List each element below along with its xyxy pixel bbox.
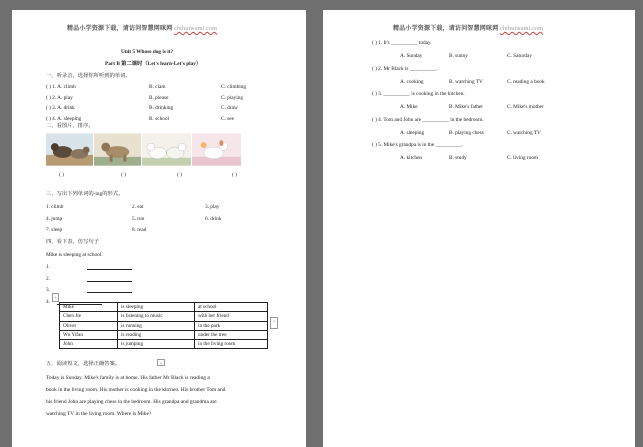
order-slot: ( ) xyxy=(121,172,126,178)
table-cell: is sleeping xyxy=(118,303,195,312)
dogs-picture-4 xyxy=(192,133,242,166)
passage-line: book in the living room. His mother is cooking in the kitchen. His brother Tom and xyxy=(46,387,226,393)
table-add-row-handle[interactable]: + xyxy=(157,359,165,366)
option-row-c: C. draw xyxy=(221,105,238,111)
option-row-c: C. see xyxy=(221,115,234,122)
answer-option: A. Mike xyxy=(400,104,418,110)
answer-option: A. kitchen xyxy=(400,155,423,161)
sentence-number: 1. xyxy=(46,264,50,270)
order-slot: ( ) xyxy=(177,172,182,178)
order-slot: ( ) xyxy=(232,172,237,178)
option-row-a: ( ) 2. A. play xyxy=(46,94,73,101)
answer-line xyxy=(87,292,132,293)
answer-option: A. Sunday xyxy=(400,53,423,59)
dogs-picture-1 xyxy=(46,133,94,166)
dogs-picture-3 xyxy=(142,133,192,166)
ing-form-item: 8. read xyxy=(132,227,147,233)
watermark-header: 精品小学资源下载，请访问智慧网咪网 chihuiwami.com xyxy=(393,26,544,32)
table-cell: Oliver xyxy=(60,321,118,330)
table-cell: in the living room xyxy=(195,340,268,349)
answer-option: A. cooking xyxy=(400,78,424,85)
table-cell: Chen Jie xyxy=(60,312,118,321)
watermark-header: 精品小学资源下载，请访问智慧网咪网 chihuiwami.com xyxy=(67,26,218,32)
order-slot: ( ) xyxy=(59,172,64,178)
table-cell: is reading xyxy=(118,330,195,339)
table-row xyxy=(60,330,268,339)
sentence-number: 2. xyxy=(46,275,50,282)
sentence-number: 3. xyxy=(46,287,50,293)
table-cell: under the tree xyxy=(195,330,268,339)
word-table xyxy=(59,302,268,349)
section-3-title: 三、写出下列单词的-ing的形式。 xyxy=(46,191,124,197)
section-2-title: 二、看图片，排序。 xyxy=(46,123,94,129)
table-cell: at school xyxy=(195,303,268,312)
picture-strip xyxy=(46,133,242,166)
ing-form-item: 6. drink xyxy=(205,215,222,222)
section-1-title: 一、听录音，选择你所听到的单词。 xyxy=(46,73,131,79)
passage-line: his friend John are playing chess in the bedroom. His grandpa and grandma are xyxy=(46,399,217,405)
answer-option: B. sunny xyxy=(449,53,468,59)
answer-option: B. watching TV xyxy=(449,78,483,85)
table-cell: with her friend xyxy=(195,312,268,321)
option-row-a: ( ) 3. A. drink xyxy=(46,105,75,111)
table-row xyxy=(60,312,268,321)
document-page-right xyxy=(323,10,635,447)
section-4-title: 四、看下表，仿写句子 xyxy=(46,239,99,245)
question-stem: ( ) 4. Tom and John are __________ in the bedroom. xyxy=(372,116,484,123)
sentence-number: 4. xyxy=(46,298,50,305)
passage-line: Today is Sunday. Mike's family is at home. His father Mr Black is reading a xyxy=(46,375,210,381)
part-title: Part B 第二课时（Let's learn-Let's play） xyxy=(105,61,202,67)
table-cell: is jumping xyxy=(118,340,195,349)
ing-form-item: 3. play xyxy=(205,204,220,210)
option-row-b: B. school xyxy=(149,115,170,122)
table-row xyxy=(60,340,268,349)
option-row-b: B. please xyxy=(149,94,169,101)
table-cell: Wu Yifan xyxy=(60,330,118,339)
table-cell: Mike xyxy=(60,303,118,312)
table-row xyxy=(60,321,268,330)
section-5-title: 五、阅读短文，选择正确答案。 xyxy=(46,361,121,367)
answer-option: C. watching TV xyxy=(507,129,541,136)
document-page-left xyxy=(12,10,306,447)
table-cell: John xyxy=(60,340,118,349)
table-add-column-handle[interactable]: + xyxy=(270,317,278,329)
answer-option: B. Mike's father xyxy=(449,104,484,110)
answer-option: B. playing chess xyxy=(449,129,484,136)
option-row-b: B. drinking xyxy=(149,105,174,111)
ing-form-item: 1. climb xyxy=(46,204,64,210)
answer-option: C. Saturday xyxy=(507,53,533,59)
dogs-picture-2 xyxy=(94,133,142,166)
option-row-b: B. clam xyxy=(149,84,166,90)
option-row-a: ( ) 1. A. climb xyxy=(46,84,76,90)
table-move-handle[interactable]: + xyxy=(52,293,59,302)
question-stem: ( ) 1. It's __________ today. xyxy=(372,40,432,46)
ing-form-item: 5. run xyxy=(132,215,145,222)
question-stem: ( ) 3. __________ is cooking in the kitchen. xyxy=(372,91,465,97)
question-stem: ( ) 5. Mike's grandpa is in the __________. xyxy=(372,142,464,148)
answer-option: B. study xyxy=(449,155,467,161)
answer-option: C. living room xyxy=(507,155,539,161)
table-row xyxy=(60,303,268,312)
option-row-c: C. playing xyxy=(221,94,244,101)
ing-form-item: 7. sleep xyxy=(46,227,63,233)
option-row-c: C. climbing xyxy=(221,84,247,90)
ing-form-item: 4. jump xyxy=(46,215,63,222)
unit-title: Unit 5 Whose dog is it? xyxy=(121,49,174,55)
answer-line xyxy=(87,281,132,282)
table-cell: in the park xyxy=(195,321,268,330)
answer-option: C. Mike's mother xyxy=(507,104,544,110)
question-stem: ( ) 2. Mr Black is __________. xyxy=(372,65,438,72)
answer-option: A. sleeping xyxy=(400,129,425,136)
answer-option: C. reading a book xyxy=(507,78,545,85)
option-row-a: ( ) 4. A. sleeping xyxy=(46,115,82,122)
table-cell: is running xyxy=(118,321,195,330)
passage-line: watching TV in the living room. Where is Mike? xyxy=(46,411,152,417)
example-sentence: Mike is sleeping at school. xyxy=(46,252,103,258)
table-cell: is listening to music xyxy=(118,312,195,321)
ing-form-item: 2. eat xyxy=(132,204,144,210)
answer-line xyxy=(87,269,132,270)
